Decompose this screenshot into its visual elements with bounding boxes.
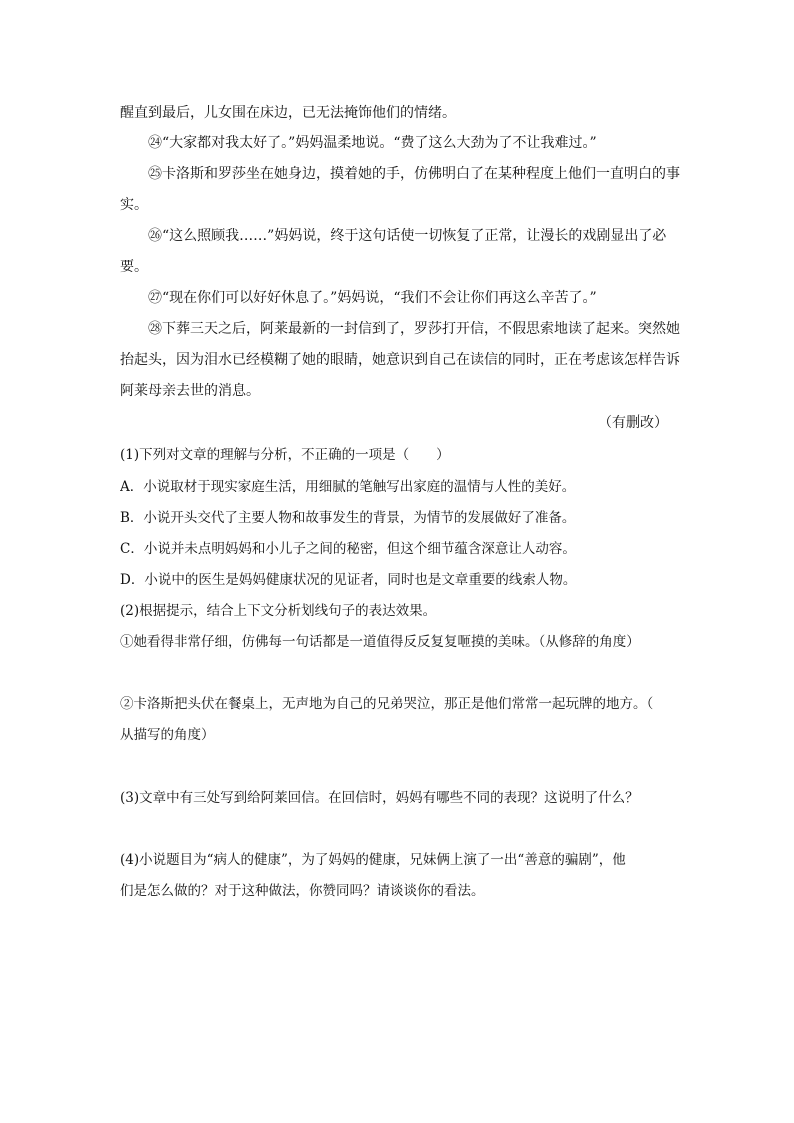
- question-2-item-1: ①她看得非常仔细，仿佛每一句话都是一道值得反反复复咂摸的美味。（从修辞的角度）: [120, 634, 640, 650]
- passage-line-1: 醒直到最后，儿女围在床边，已无法掩饰他们的情绪。: [120, 105, 456, 121]
- question-1-option-c: C．小说并未点明妈妈和小儿子之间的秘密，但这个细节蕴含深意让人动容。: [120, 541, 576, 557]
- question-1-option-b: B．小说开头交代了主要人物和故事发生的背景，为情节的发展做好了准备。: [120, 510, 576, 526]
- passage-paragraph-25-cont: 实。: [120, 197, 148, 213]
- abridged-note: （有删改）: [598, 415, 668, 431]
- passage-paragraph-24: ㉔“大家都对我太好了。”妈妈温柔地说。“费了这么大劲为了不让我难过。”: [148, 135, 597, 151]
- passage-paragraph-26-cont: 要。: [120, 259, 148, 275]
- question-2-item-2-line-2: 从描写的角度）: [120, 727, 215, 743]
- question-4-stem-line-2: 们是怎么做的？对于这种做法，你赞同吗？请谈谈你的看法。: [120, 883, 485, 899]
- passage-paragraph-27: ㉗“现在你们可以好好休息了。”妈妈说，“我们不会让你们再这么辛苦了。”: [148, 290, 597, 306]
- question-1-option-d: D．小说中的医生是妈妈健康状况的见证者，同时也是文章重要的线索人物。: [120, 572, 577, 588]
- question-4-stem-line-1: (4)小说题目为“病人的健康”，为了妈妈的健康，兄妹俩上演了一出“善意的骗剧”，他: [120, 852, 626, 868]
- passage-paragraph-25: ㉕卡洛斯和罗莎坐在她身边，摸着她的手，仿佛明白了在某种程度上他们一直明白的事: [148, 166, 680, 182]
- question-1-option-a: A．小说取材于现实家庭生活，用细腻的笔触写出家庭的温情与人性的美好。: [120, 479, 576, 495]
- passage-paragraph-28-cont-2: 阿莱母亲去世的消息。: [120, 383, 260, 399]
- passage-paragraph-26: ㉖“这么照顾我……”妈妈说，终于这句话使一切恢复了正常，让漫长的戏剧显出了必: [148, 228, 667, 244]
- passage-paragraph-28: ㉘下葬三天之后，阿莱最新的一封信到了，罗莎打开信，不假思索地读了起来。突然她: [148, 321, 680, 337]
- passage-paragraph-28-cont-1: 抬起头，因为泪水已经模糊了她的眼睛，她意识到自己在读信的同时，正在考虑该怎样告诉: [120, 352, 680, 368]
- question-1-stem: (1)下列对文章的理解与分析，不正确的一项是（ ）: [120, 447, 450, 463]
- question-2-stem: (2)根据提示，结合上下文分析划线句子的表达效果。: [120, 603, 437, 619]
- question-3-stem: (3)文章中有三处写到给阿莱回信。在回信时，妈妈有哪些不同的表现？这说明了什么？: [120, 790, 639, 806]
- question-2-item-2-line-1: ②卡洛斯把头伏在餐桌上，无声地为自己的兄弟哭泣，那正是他们常常一起玩牌的地方。（: [120, 696, 654, 712]
